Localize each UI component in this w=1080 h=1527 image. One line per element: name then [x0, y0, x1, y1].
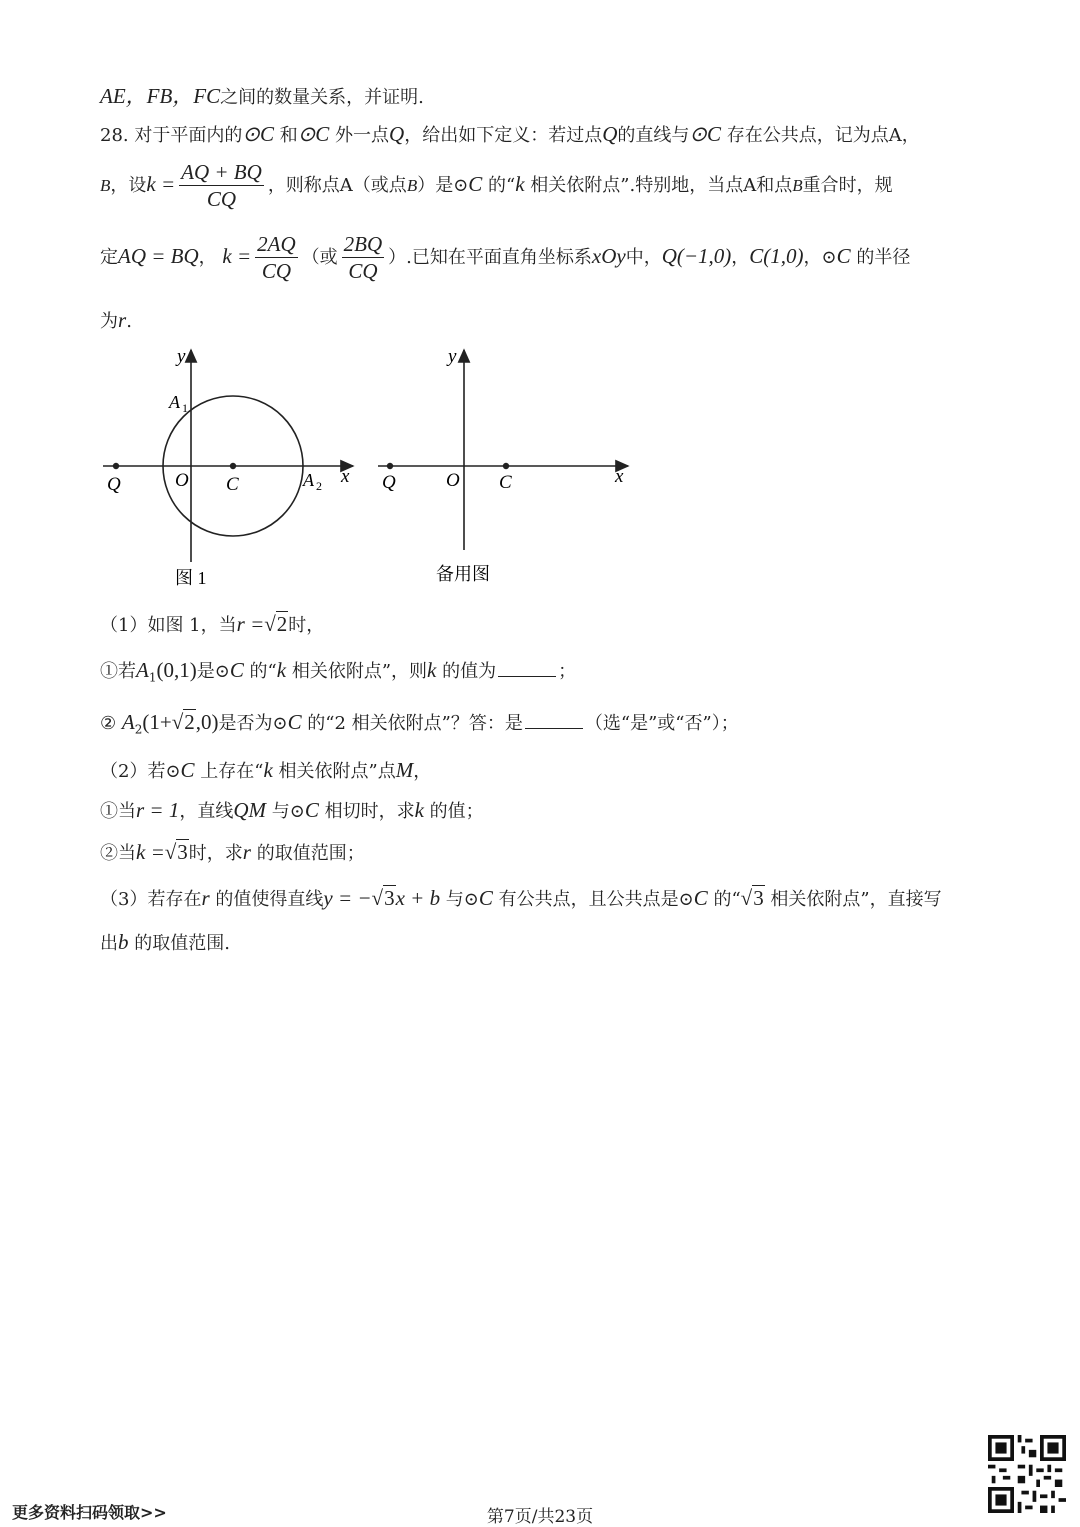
- label-q: Q: [107, 474, 121, 495]
- figure-1: [95, 340, 365, 595]
- label-q: Q: [382, 472, 396, 493]
- answer-blank-1[interactable]: [498, 676, 556, 677]
- label-c: C: [226, 474, 239, 495]
- part-1-intro: （1）如图 1，当r =√2时，: [100, 612, 325, 636]
- label-a2: A: [303, 470, 314, 490]
- point-c: [503, 463, 509, 469]
- footer-promo-link[interactable]: 更多资料扫码领取>>: [12, 1503, 167, 1522]
- part-1-a: ①若$A_1(0,1)$是⊙C 的“k 相关依附点”，则k 的值为 ；: [100, 658, 577, 685]
- point-q: [387, 463, 393, 469]
- segment-expr: AE，FB，FC: [100, 84, 221, 108]
- question-28-line2: B，设k = $\frac{AQ + BQ}{CQ}$ ，则称点A（或点B）是⊙C 的“k 相关依附点”.特别地，当点A和点B重合时，规: [100, 160, 893, 211]
- figure-backup: [370, 340, 640, 595]
- part-3-line2: 出b 的取值范围.: [100, 930, 230, 954]
- fraction-2aq: $\frac{2AQ}{CQ}$: [257, 232, 296, 283]
- prev-question-tail: AE，FB，FC之间的数量关系，并证明.: [100, 84, 424, 108]
- part-3-line1: （3）若存在r 的值使得直线y = −√3x + b 与⊙C 有公共点，且公共点是⊙C 的“√3 相关依附点”，直接写: [100, 886, 942, 910]
- part-1-b: ② $A_2(1+√2,0)$是否为⊙C 的“2 相关依附点”？答：是 （选“是”或“否”）；: [100, 710, 739, 737]
- point-c: [230, 463, 236, 469]
- label-y: y: [177, 346, 186, 367]
- point-q: [113, 463, 119, 469]
- figure-backup-caption: 备用图: [436, 564, 490, 584]
- figure-1-caption: 图 1: [175, 568, 207, 588]
- fraction-k-def: $\frac{AQ + BQ}{CQ}$: [181, 160, 262, 211]
- label-x: x: [615, 466, 624, 487]
- label-y: y: [448, 346, 457, 367]
- fraction-2bq: $\frac{2BQ}{CQ}$: [343, 232, 383, 283]
- question-28-line3: 定AQ = BQ， k = $\frac{2AQ}{CQ}$ （或 $\frac{2BQ}{CQ}$ ）.已知在平面直角坐标系xOy中，Q(−1,0)，C(1,0)，⊙C 的半径: [100, 232, 911, 283]
- label-a2-sub: 2: [316, 479, 322, 493]
- part-2-b: ②当k =√3时，求r 的取值范围；: [100, 840, 365, 864]
- answer-blank-2[interactable]: [525, 728, 583, 729]
- label-o: O: [175, 470, 189, 491]
- page-number: 第7页/共23页: [486, 1507, 594, 1527]
- label-c: C: [499, 472, 512, 493]
- part-2-intro: （2）若⊙C 上存在“k 相关依附点”点M，: [100, 758, 432, 782]
- question-28-line1: 28. 对于平面内的⊙C 和⊙C 外一点Q，给出如下定义：若过点Q的直线与⊙C 存在公共点，记为点A，: [100, 122, 920, 146]
- label-o: O: [446, 470, 460, 491]
- label-a1: A: [169, 392, 180, 412]
- sqrt-2: √2: [264, 612, 288, 636]
- question-28-line4: 为r.: [100, 308, 132, 332]
- label-x: x: [341, 466, 350, 487]
- part-2-a: ①当r = 1，直线QM 与⊙C 相切时，求k 的值；: [100, 798, 484, 822]
- label-a1-sub: 1: [182, 401, 188, 415]
